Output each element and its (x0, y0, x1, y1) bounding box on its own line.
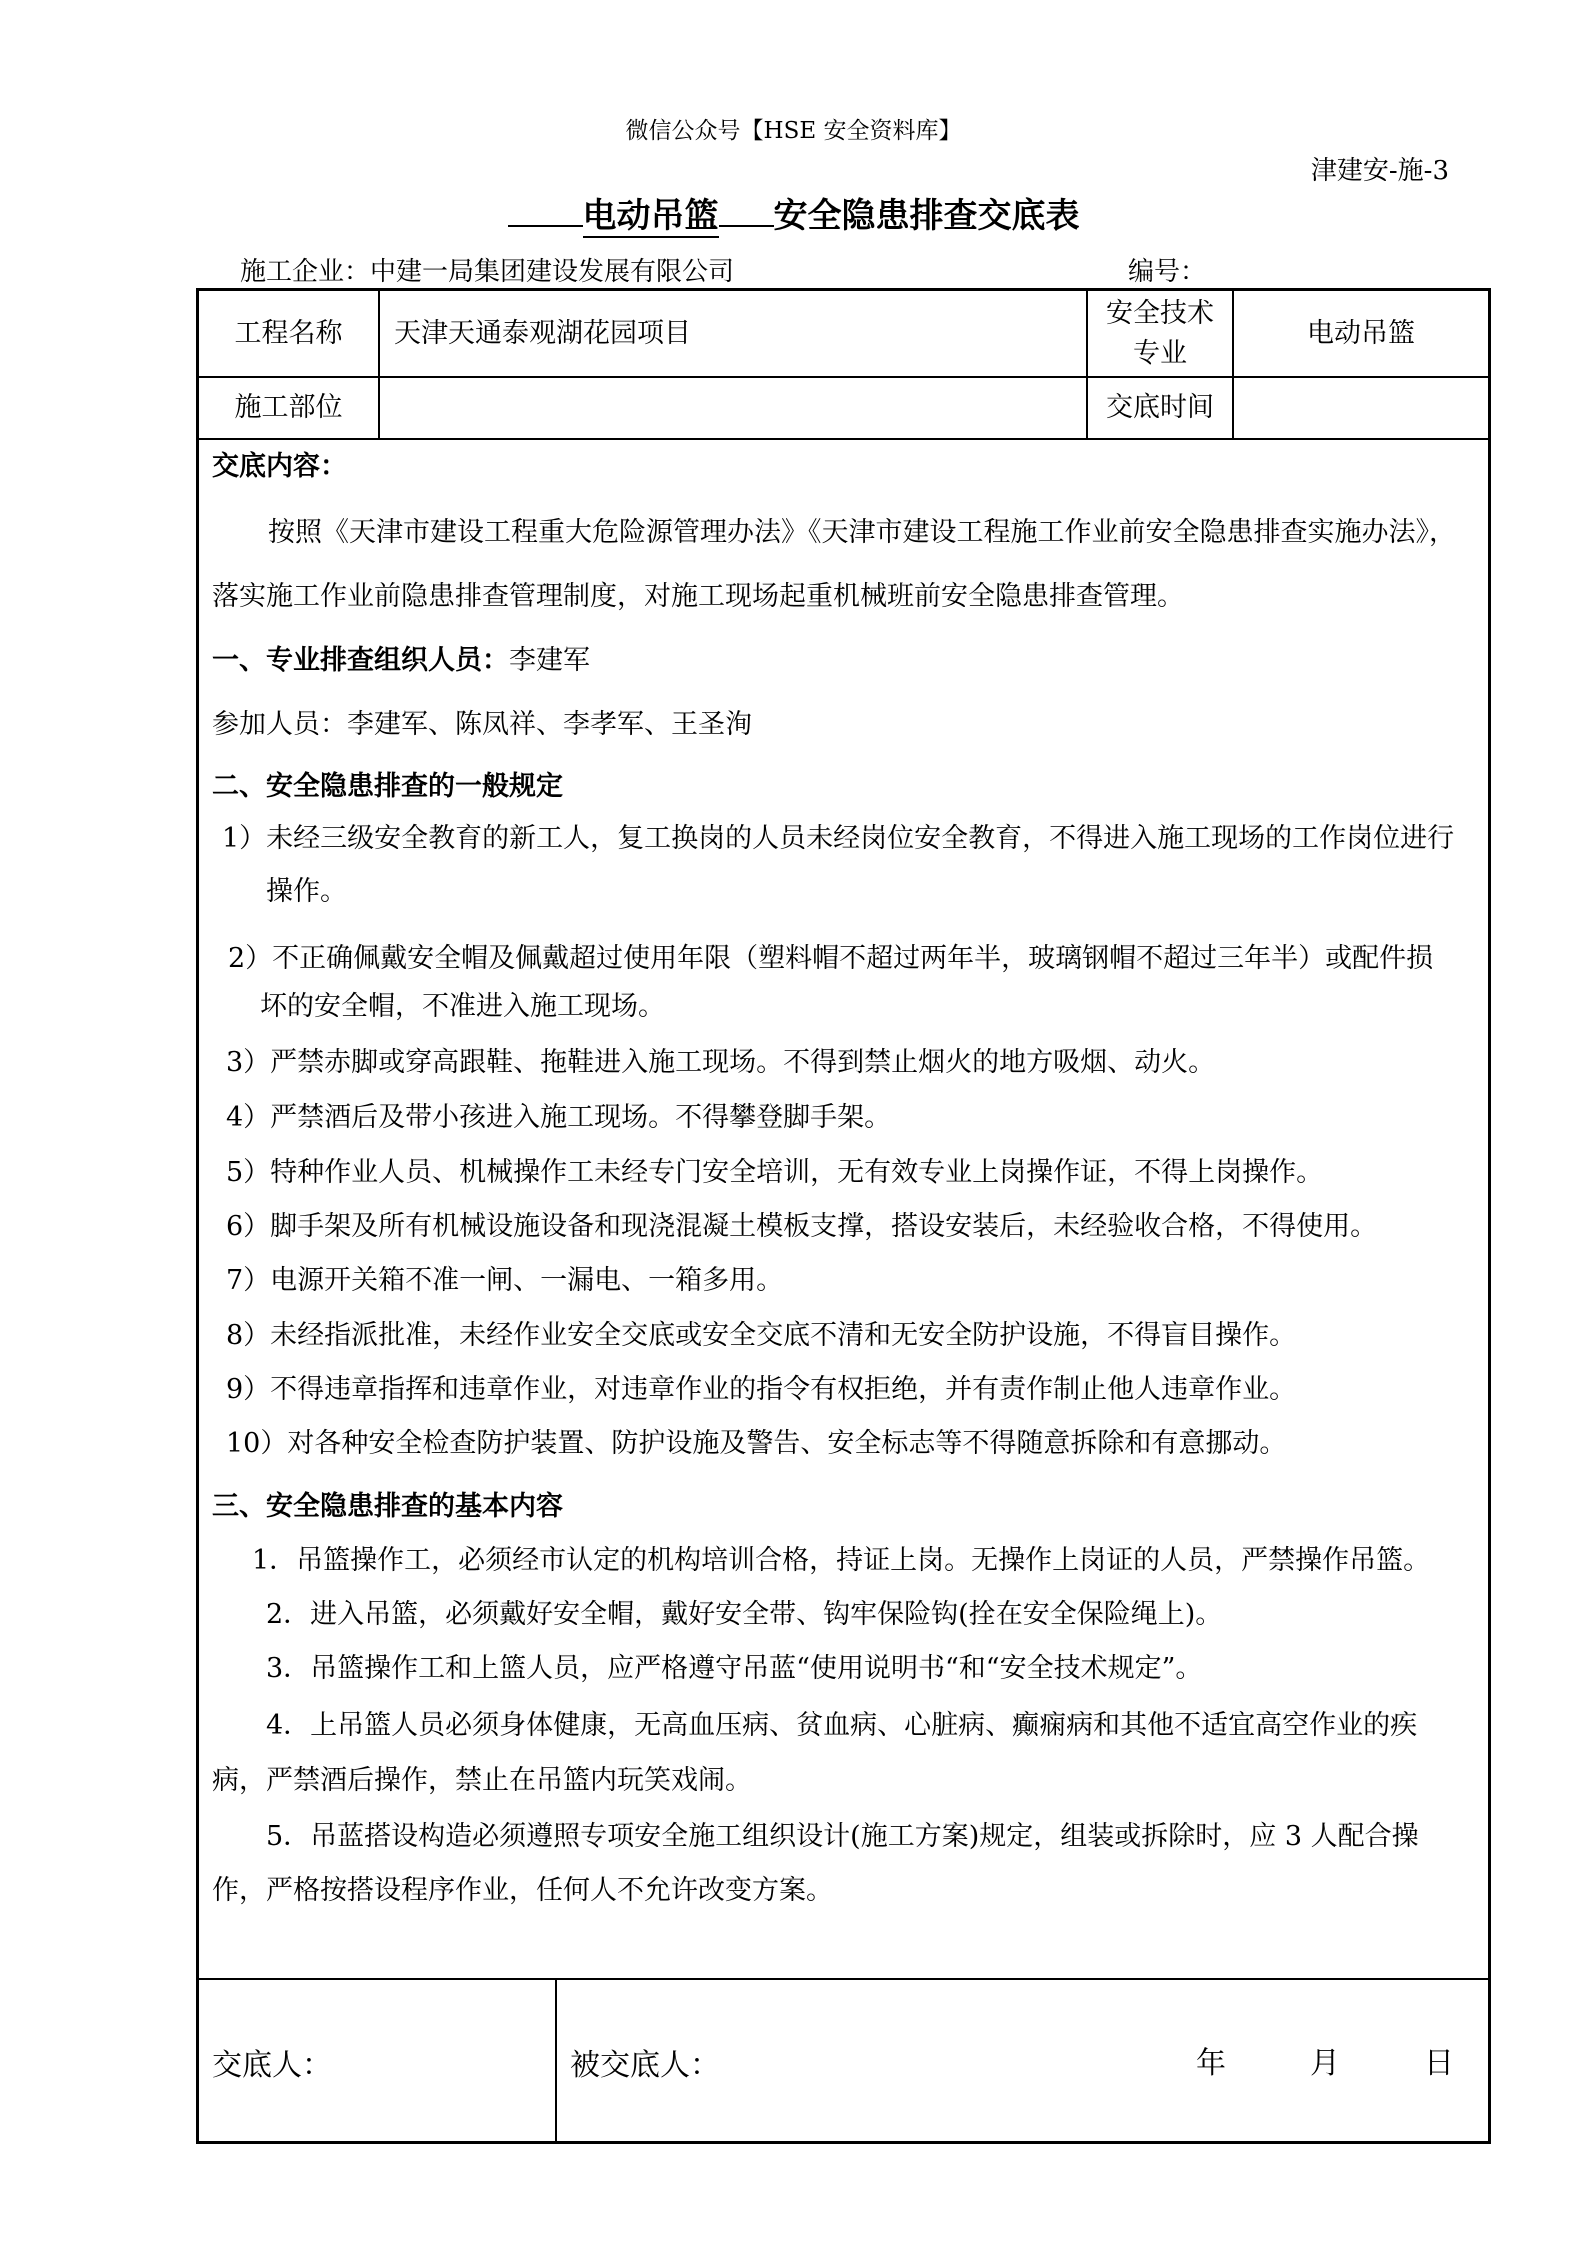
wechat-account-line: 微信公众号【HSE 安全资料库】 (625, 118, 962, 144)
rule-10: 10）对各种安全检查防护装置、防护设施及警告、安全标志等不得随意拆除和有意挪动。 (226, 1428, 1287, 1459)
title-main: 安全隐患排查交底表 (773, 196, 1080, 236)
disclosure-time-value (1234, 378, 1488, 438)
basic-2: 2．进入吊篮，必须戴好安全帽，戴好安全带、钩牢保险钩(拴在安全保险绳上)。 (266, 1599, 1223, 1630)
receiver-label: 被交底人： (570, 2048, 720, 2083)
rule-6: 6）脚手架及所有机械设施设备和现浇混凝土模板支撑，搭设安装后，未经验收合格，不得使用。 (226, 1211, 1378, 1242)
section1-value: 李建军 (509, 645, 590, 676)
project-name-label: 工程名称 (234, 317, 343, 349)
intro-line-2: 落实施工作业前隐患排查管理制度，对施工现场起重机械班前安全隐患排查管理。 (212, 581, 1184, 612)
title-fill: 电动吊篮 (582, 196, 719, 236)
specialty-label-line-2: 专业 (1133, 337, 1187, 369)
participants-label: 参加人员： (212, 709, 347, 740)
basic-4-line-2: 病，严禁酒后操作，禁止在吊篮内玩笑戏闹。 (212, 1765, 752, 1796)
title-underline-right (719, 195, 774, 227)
section1-line (212, 638, 590, 677)
title-underline-left (508, 195, 583, 227)
rule-1-line-2: 操作。 (266, 876, 347, 907)
participants-line (212, 702, 752, 741)
rule-8: 8）未经指派批准，未经作业安全交底或安全交底不清和无安全防护设施，不得盲目操作。 (226, 1320, 1297, 1351)
company-label: 施工企业： (240, 257, 371, 287)
rule-4: 4）严禁酒后及带小孩进入施工现场。不得攀登脚手架。 (226, 1102, 892, 1133)
rule-5: 5）特种作业人员、机械操作工未经专门安全培训，无有效专业上岗操作证，不得上岗操作。 (226, 1157, 1324, 1188)
basic-1: 1．吊篮操作工，必须经市认定的机构培训合格，持证上岗。无操作上岗证的人员，严禁操作吊篮。 (252, 1545, 1431, 1576)
rule-2-line-1: 2）不正确佩戴安全帽及佩戴超过使用年限（塑料帽不超过两年半，玻璃钢帽不超过三年半）或配件损 (228, 943, 1434, 974)
row-divider-2 (196, 438, 1491, 440)
document-code: 津建安-施-3 (1310, 156, 1449, 186)
section1-label: 一、专业排查组织人员： (212, 645, 509, 676)
rule-1-line-1: 1）未经三级安全教育的新工人，复工换岗的人员未经岗位安全教育，不得进入施工现场的工作岗位进行 (222, 823, 1455, 854)
row-divider-3 (196, 1978, 1491, 1980)
content-heading: 交底内容： (212, 451, 347, 482)
project-name-value: 天津天通泰观湖花园项目 (394, 317, 691, 349)
date-month-label: 月 (1310, 2046, 1340, 2081)
participants-value: 李建军、陈凤祥、李孝军、王圣洵 (347, 709, 752, 740)
rule-9: 9）不得违章指挥和违章作业，对违章作业的指令有权拒绝，并有责作制止他人违章作业。 (226, 1374, 1297, 1405)
disclosure-time-label: 交底时间 (1106, 392, 1214, 423)
basic-3: 3．吊篮操作工和上篮人员，应严格遵守吊蓝“使用说明书“和“安全技术规定”。 (266, 1653, 1203, 1684)
serial-label: 编号： (1128, 257, 1207, 287)
company-value: 中建一局集团建设发展有限公司 (370, 257, 735, 287)
col-divider-signature (555, 1978, 557, 2144)
location-value (380, 378, 1086, 438)
location-label: 施工部位 (234, 392, 343, 423)
specialty-value: 电动吊篮 (1307, 317, 1415, 349)
page-title (0, 188, 1587, 237)
intro-line-1: 按照《天津市建设工程重大危险源管理办法》《天津市建设工程施工作业前安全隐患排查实施办法》， (268, 517, 1456, 548)
rule-7: 7）电源开关箱不准一闸、一漏电、一箱多用。 (226, 1265, 784, 1296)
section2-title: 二、安全隐患排查的一般规定 (212, 771, 563, 802)
specialty-label-line-1: 安全技术 (1106, 297, 1214, 329)
date-year-label: 年 (1196, 2046, 1226, 2081)
rule-2-line-2: 坏的安全帽，不准进入施工现场。 (260, 991, 665, 1022)
date-day-label: 日 (1424, 2046, 1454, 2081)
specialty-label (1088, 291, 1232, 376)
company-line (240, 251, 734, 288)
rule-3: 3）严禁赤脚或穿高跟鞋、拖鞋进入施工现场。不得到禁止烟火的地方吸烟、动火。 (226, 1047, 1216, 1078)
basic-5-line-1: 5．吊蓝搭设构造必须遵照专项安全施工组织设计(施工方案)规定，组装或拆除时，应 3 人配合操 (266, 1821, 1419, 1852)
basic-4-line-1: 4．上吊篮人员必须身体健康，无高血压病、贫血病、心脏病、癫痫病和其他不适宜高空作业的疾 (266, 1710, 1418, 1741)
discloser-label: 交底人： (212, 2048, 332, 2083)
section3-title: 三、安全隐患排查的基本内容 (212, 1491, 563, 1522)
basic-5-line-2: 作，严格按搭设程序作业，任何人不允许改变方案。 (212, 1875, 833, 1906)
